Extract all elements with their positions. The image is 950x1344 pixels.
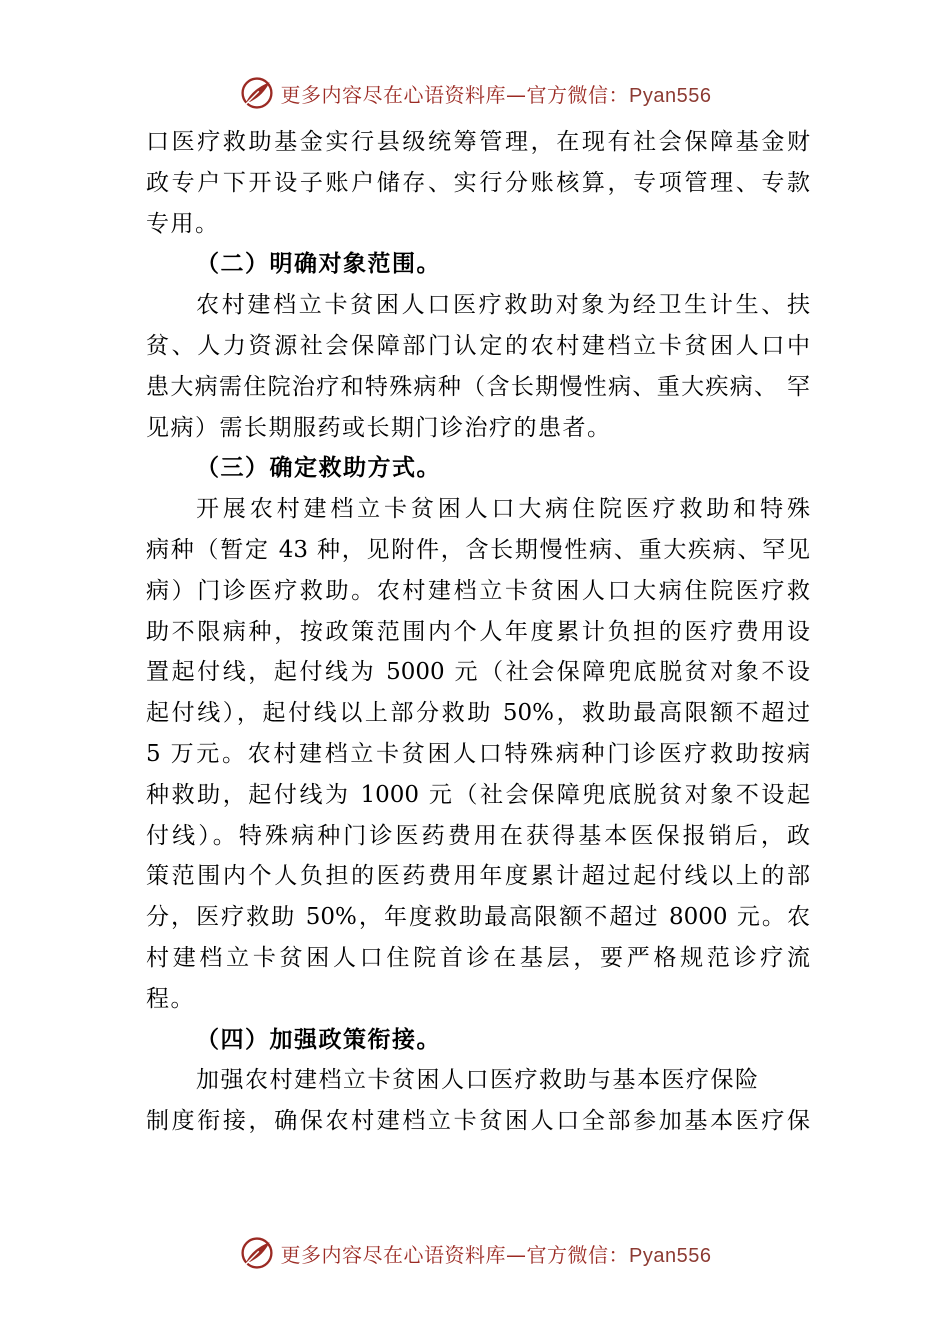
watermark-footer (0, 1231, 950, 1275)
text-line: 农村建档立卡贫困人口医疗救助对象为经卫生计生、扶 (196, 292, 810, 319)
watermark-header (0, 71, 950, 115)
text-line: 置起付线，起付线为 5000 元（社会保障兜底脱贫对象不设 (146, 659, 810, 686)
text-line: 付线）。特殊病种门诊医药费用在获得基本医保报销后，政 (146, 822, 810, 849)
text-line: 病）门诊医疗救助。农村建档立卡贫困人口大病住院医疗救 (146, 577, 810, 604)
document-body (146, 122, 810, 1142)
text-line: 开展农村建档立卡贫困人口大病住院医疗救助和特殊 (196, 496, 810, 523)
text-line: 种救助，起付线为 1000 元（社会保障兜底脱贫对象不设起 (146, 781, 810, 808)
text-line: 病种（暂定 43 种，见附件，含长期慢性病、重大疾病、罕见 (146, 536, 810, 563)
text-line: 贫、人力资源社会保障部门认定的农村建档立卡贫困人口中 (146, 332, 810, 359)
text-line: 加强农村建档立卡贫困人口医疗救助与基本医疗保险 (196, 1067, 760, 1094)
section-heading: （四）加强政策衔接。 (196, 1025, 441, 1053)
text-line: 起付线），起付线以上部分救助 50%，救助最高限额不超过 (146, 700, 810, 727)
text-line: 程。 (146, 985, 195, 1012)
section-heading: （二）明确对象范围。 (196, 250, 441, 278)
text-line: 政专户下开设子账户储存、实行分账核算，专项管理、专款 (146, 169, 810, 196)
text-line: 制度衔接，确保农村建档立卡贫困人口全部参加基本医疗保 (146, 1108, 810, 1135)
text-line: 见病）需长期服药或长期门诊治疗的患者。 (146, 414, 612, 441)
text-line: 5 万元。农村建档立卡贫困人口特殊病种门诊医疗救助按病 (146, 740, 810, 767)
leaf-logo-icon (239, 75, 275, 111)
leaf-logo-icon (239, 1235, 275, 1271)
text-line: 患大病需住院治疗和特殊病种（含长期慢性病、重大疾病、 罕 (146, 373, 810, 400)
text-line: 策范围内个人负担的医药费用年度累计超过起付线以上的部 (146, 863, 810, 890)
watermark-text: 更多内容尽在心语资料库—官方微信：Pyan556 (280, 82, 712, 107)
watermark-text: 更多内容尽在心语资料库—官方微信：Pyan556 (280, 1242, 712, 1267)
section-heading: （三）确定救助方式。 (196, 454, 441, 482)
text-line: 村建档立卡贫困人口住院首诊在基层，要严格规范诊疗流 (146, 944, 810, 971)
text-line: 分，医疗救助 50%，年度救助最高限额不超过 8000 元。农 (146, 904, 810, 931)
watermark-wechat-id: Pyan556 (629, 1244, 712, 1267)
text-line: 助不限病种，按政策范围内个人年度累计负担的医疗费用设 (146, 618, 810, 645)
watermark-wechat-id: Pyan556 (629, 84, 712, 107)
text-line: 专用。 (146, 210, 220, 237)
text-line: 口医疗救助基金实行县级统筹管理，在现有社会保障基金财 (146, 129, 810, 155)
